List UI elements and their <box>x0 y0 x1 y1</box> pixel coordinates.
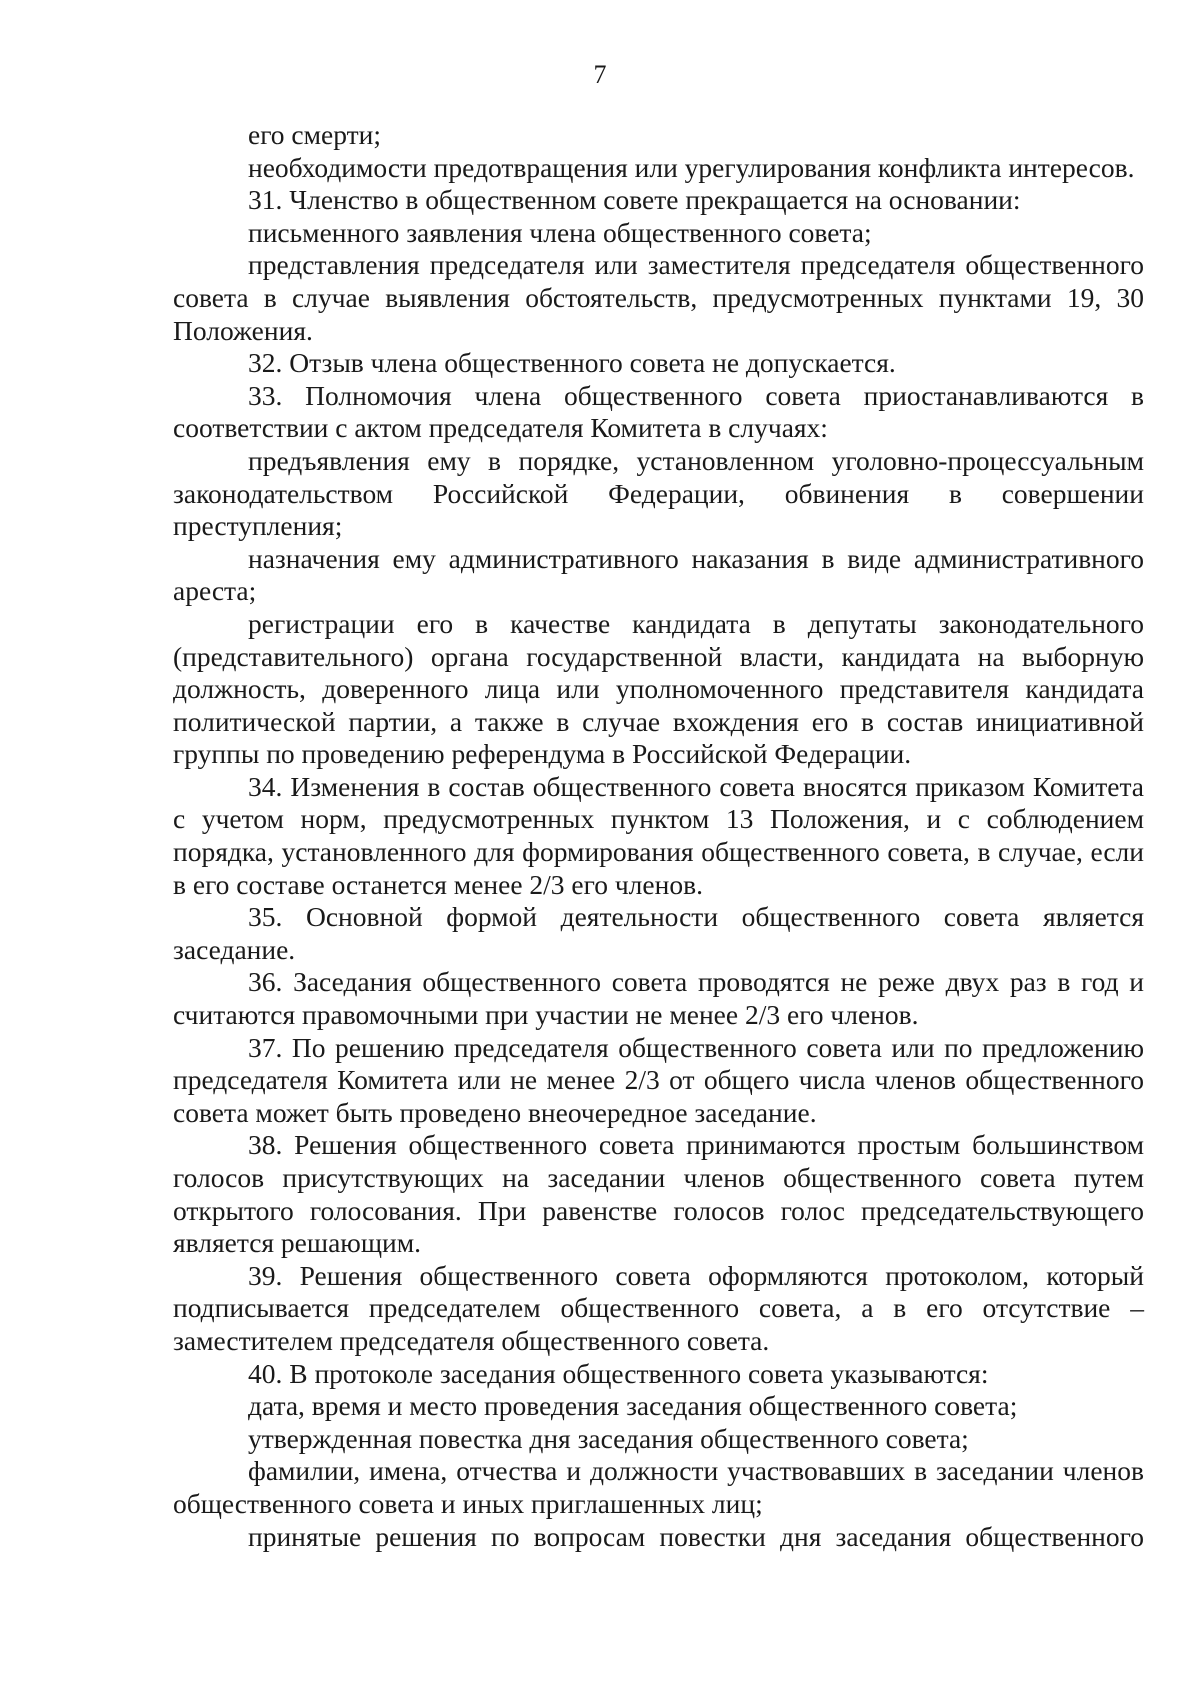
paragraph: 39. Решения общественного совета оформляются протоколом, который подписывается председателем общественного совета, а в его отсутствие – заместителем председателя общественного совета. <box>173 1259 1144 1356</box>
paragraph: письменного заявления члена общественного совета; <box>248 216 872 248</box>
paragraph: 40. В протоколе заседания общественного совета указываются: <box>248 1357 989 1389</box>
paragraph: назначения ему административного наказания в виде административного ареста; <box>173 542 1144 607</box>
paragraph: утвержденная повестка дня заседания общественного совета; <box>248 1422 969 1454</box>
paragraph: фамилии, имена, отчества и должности участвовавших в заседании членов общественного совета и иных приглашенных лиц; <box>173 1455 1144 1519</box>
paragraph: 32. Отзыв члена общественного совета не допускается. <box>248 347 896 379</box>
paragraph: его смерти; <box>248 119 382 150</box>
paragraph: 34. Изменения в состав общественного совета вносятся приказом Комитета с учетом норм, предусмотренных пунктом 13 Положения, и с соблюдением порядка, установленного для формирования общественного совета, в случае, если в его составе останется менее 2/3 его членов. <box>173 770 1144 900</box>
paragraph: 35. Основной формой деятельности общественного совета является заседание. <box>173 901 1144 965</box>
page-number: 7 <box>593 60 607 89</box>
paragraph: дата, время и место проведения заседания общественного совета; <box>248 1390 1018 1422</box>
paragraph: 31. Членство в общественном совете прекращается на основании: <box>248 184 1021 216</box>
document-body <box>173 119 1144 1553</box>
paragraph: 38. Решения общественного совета принимаются простым большинством голосов присутствующих на заседании членов общественного совета путем открытого голосования. При равенстве голосов голос председательствующего является решающим. <box>173 1129 1144 1259</box>
paragraph: принятые решения по вопросам повестки дня заседания общественного <box>248 1520 1144 1552</box>
paragraph: необходимости предотвращения или урегулирования конфликта интересов. <box>248 151 1135 183</box>
paragraph: представления председателя или заместителя председателя общественного совета в случае выявления обстоятельств, предусмотренных пунктами 19, 30 Положения. <box>173 249 1144 346</box>
paragraph: 37. По решению председателя общественного совета или по предложению председателя Комитета или не менее 2/3 от общего числа членов общественного совета может быть проведено внеочередное заседание. <box>173 1031 1144 1128</box>
paragraph: предъявления ему в порядке, установленном уголовно-процессуальным законодательством Российской Федерации, обвинения в совершении преступления; <box>173 444 1144 542</box>
paragraph: регистрации его в качестве кандидата в депутаты законодательного (представительного) органа государственной власти, кандидата на выборную должность, доверенного лица или уполномоченного представителя кандидата политической партии, а также в случае вхождения его в состав инициативной группы по проведению референдума в Российской Федерации. <box>173 607 1144 770</box>
paragraph: 33. Полномочия члена общественного совета приостанавливаются в соответствии с актом председателя Комитета в случаях: <box>173 379 1144 444</box>
paragraph: 36. Заседания общественного совета проводятся не реже двух раз в год и считаются правомочными при участии не менее 2/3 его членов. <box>173 966 1144 1031</box>
